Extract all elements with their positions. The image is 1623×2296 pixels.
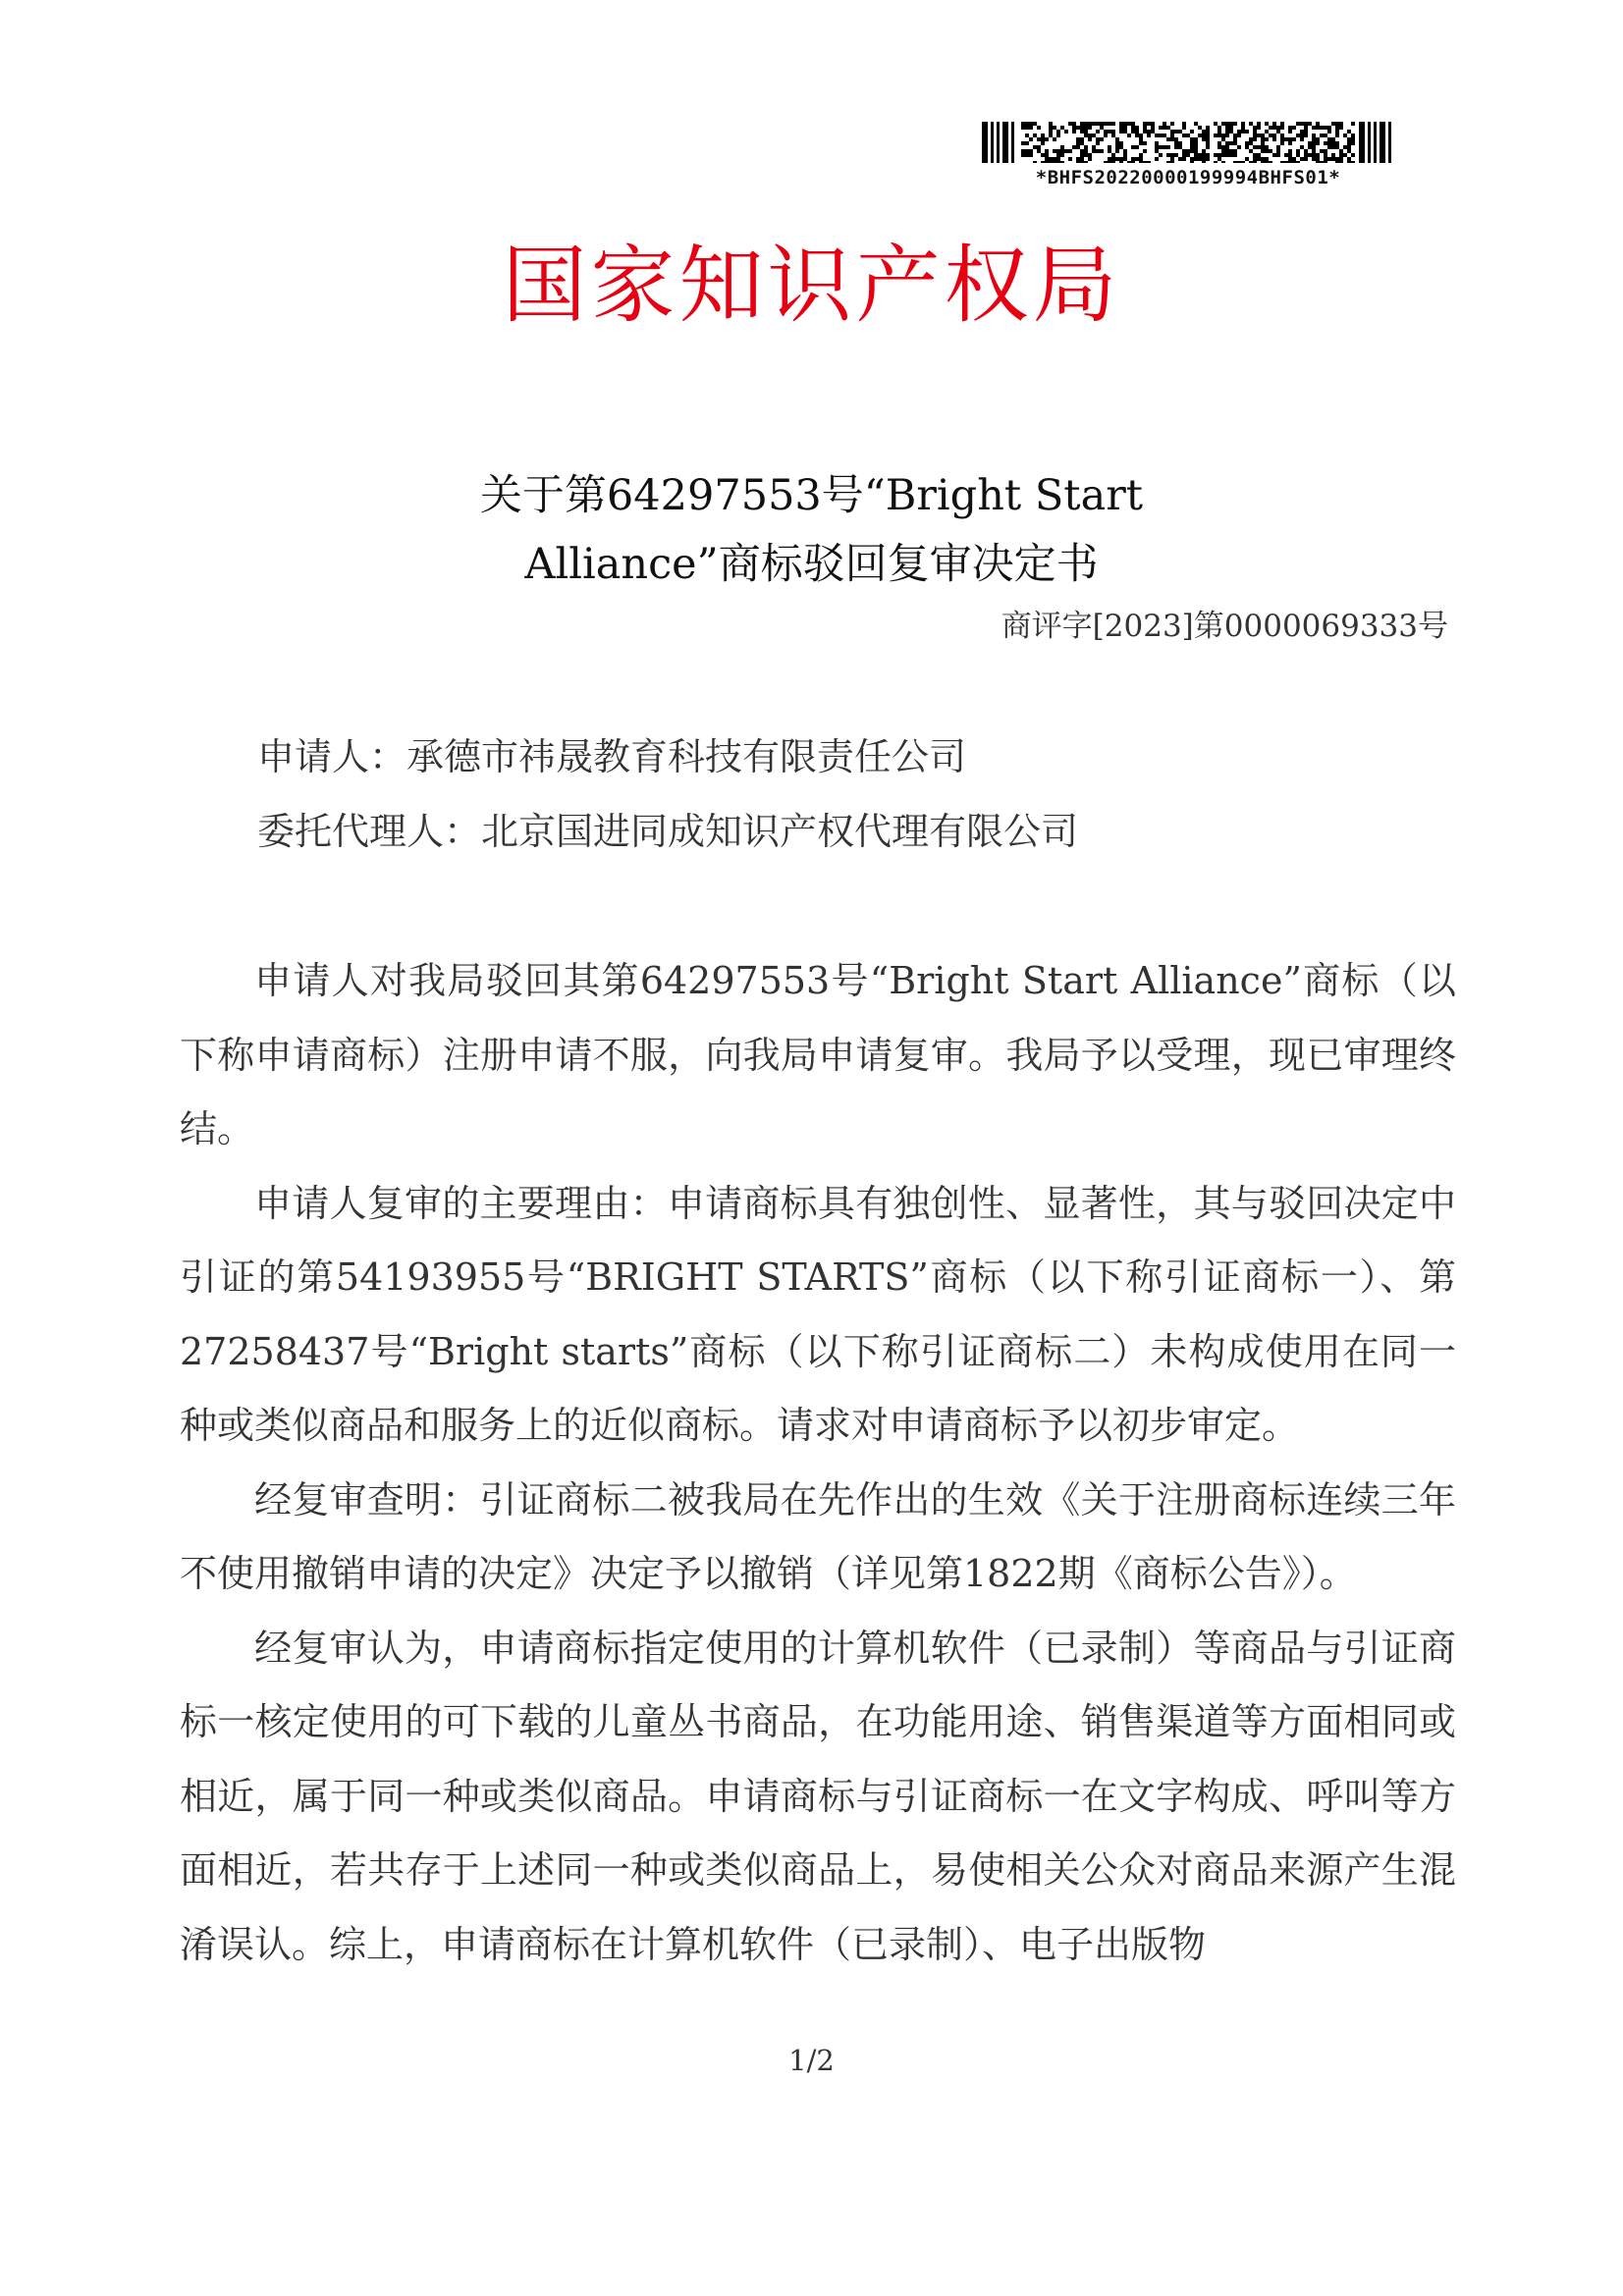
agent-line: 委托代理人：北京国进同成知识产权代理有限公司 xyxy=(257,810,1079,853)
body-paragraph-3: 经复审查明：引证商标二被我局在先作出的生效《关于注册商标连续三年不使用撤销申请的决定》决定予以撤销（详见第1822期《商标公告》）。 xyxy=(180,1477,1456,1595)
body-paragraph-2: 申请人复审的主要理由：申请商标具有独创性、显著性，其与驳回决定中引证的第54193955号“BRIGHT STARTS”商标（以下称引证商标一）、第27258437号“Bright starts”商标（以下称引证商标二）未构成使用在同一种或类似商品和服务上的近似商标。请求对申请商标予以初步审定。 xyxy=(180,1181,1456,1447)
applicant-line: 申请人：承德市祎晟教育科技有限责任公司 xyxy=(257,735,967,778)
barcode-image xyxy=(982,122,1394,163)
agency-name: 国家知识产权局 xyxy=(502,237,1121,335)
barcode-text: *BHFS20220000199994BHFS01* xyxy=(1035,167,1341,188)
page-number: 1/2 xyxy=(788,2044,835,2077)
body-paragraph-4: 经复审认为，申请商标指定使用的计算机软件（已录制）等商品与引证商标一核定使用的可下载的儿童丛书商品，在功能用途、销售渠道等方面相同或相近，属于同一种或类似商品。申请商标与引证商标一在文字构成、呼叫等方面相近，若共存于上述同一种或类似商品上，易使相关公众对商品来源产生混淆误认。综上，申请商标在计算机软件（已录制）、电子出版物 xyxy=(180,1626,1456,1966)
document-title xyxy=(0,461,1623,599)
document-number: 商评字[2023]第0000069333号 xyxy=(1001,609,1448,644)
barcode-block xyxy=(982,122,1394,188)
body-paragraph-1: 申请人对我局驳回其第64297553号“Bright Start Alliance”商标（以下称申请商标）注册申请不服，向我局申请复审。我局予以受理，现已审理终结。 xyxy=(180,959,1456,1150)
document-title-line-1: 关于第64297553号“Bright Start xyxy=(479,471,1144,520)
decision-body xyxy=(180,944,1456,1982)
document-title-line-2: Alliance”商标驳回复审决定书 xyxy=(524,540,1099,589)
